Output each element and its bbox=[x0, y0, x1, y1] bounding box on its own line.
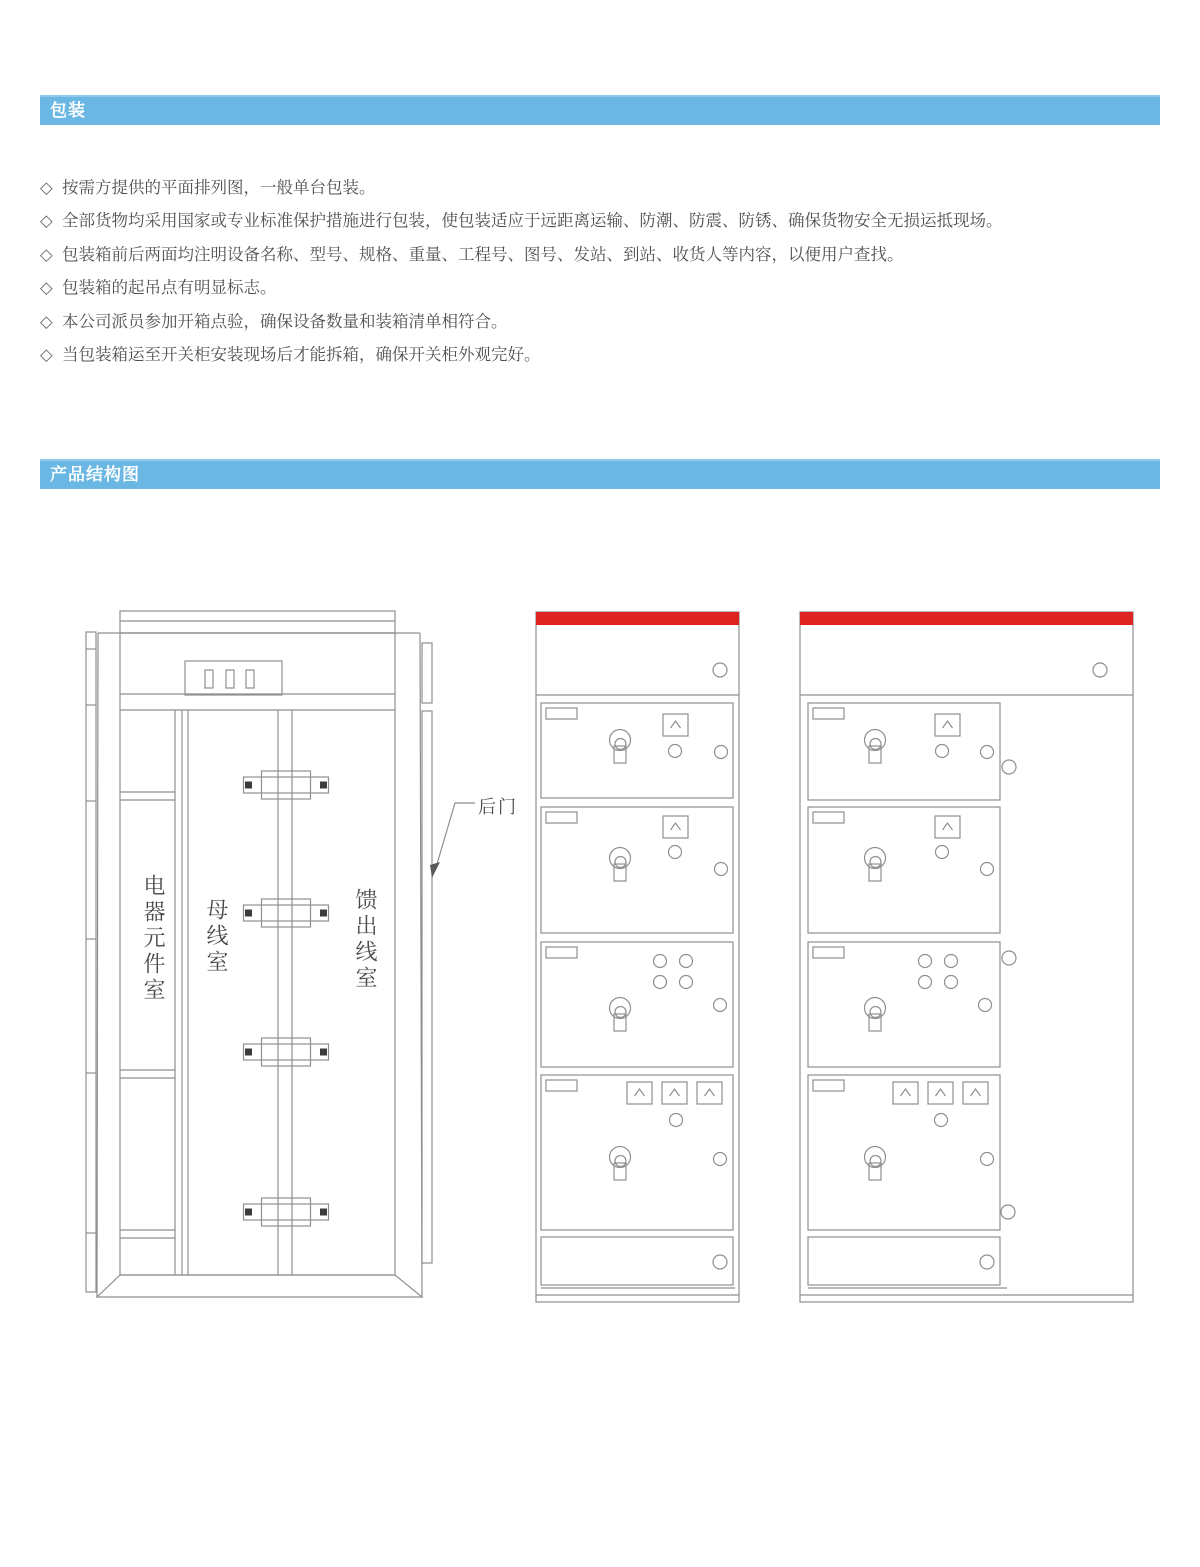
nameplate bbox=[813, 1080, 844, 1091]
bullet-text: 当包装箱运至开关柜安装现场后才能拆箱，确保开关柜外观完好。 bbox=[62, 346, 541, 365]
diamond-bullet-icon: ◇ bbox=[40, 179, 53, 197]
label-component-room: 电器元件室 bbox=[141, 874, 166, 1004]
door-knob bbox=[1093, 663, 1107, 677]
key-switch bbox=[865, 848, 886, 882]
cabinet-top-face bbox=[120, 611, 395, 633]
indicator-lamp bbox=[981, 746, 994, 759]
indicator-lamp bbox=[981, 1153, 994, 1166]
panel bbox=[541, 807, 733, 933]
structure-title: 产品结构图 bbox=[50, 465, 140, 484]
indicator-box bbox=[893, 1082, 918, 1104]
rear-edge-strip bbox=[86, 632, 96, 1292]
key-switch bbox=[610, 1147, 631, 1181]
nameplate bbox=[813, 947, 844, 958]
busbar-clamp bbox=[244, 899, 329, 927]
door-knob bbox=[1001, 1205, 1015, 1219]
indicator-lamp bbox=[654, 976, 667, 989]
label-feeder-room: 馈出线室 bbox=[353, 888, 378, 992]
bullet-text: 包装箱的起吊点有明显标志。 bbox=[62, 279, 277, 298]
indicator-box bbox=[662, 1082, 687, 1104]
panel bbox=[541, 1075, 733, 1230]
nameplate bbox=[813, 812, 844, 823]
label-busbar-room: 母线室 bbox=[204, 898, 229, 976]
diamond-bullet-icon: ◇ bbox=[40, 212, 53, 231]
indicator-lamp bbox=[979, 999, 992, 1012]
indicator-box bbox=[928, 1082, 953, 1104]
nameplate bbox=[813, 708, 844, 719]
rear-door-edge bbox=[422, 711, 432, 1263]
busbar-clamp bbox=[244, 1198, 329, 1226]
nameplate bbox=[546, 1080, 577, 1091]
indicator-lamp bbox=[680, 955, 693, 968]
bullet-text: 本公司派员参加开箱点验，确保设备数量和装箱清单相符合。 bbox=[62, 312, 508, 331]
rear-door-edge bbox=[422, 643, 432, 703]
indicator-lamp bbox=[919, 955, 932, 968]
key-switch bbox=[610, 998, 631, 1032]
packaging-title: 包装 bbox=[50, 101, 86, 120]
key-switch bbox=[865, 1147, 886, 1181]
indicator-lamp bbox=[936, 745, 949, 758]
indicator-lamp bbox=[714, 1153, 727, 1166]
cabinet-base bbox=[97, 1275, 422, 1297]
middle-cabinet-drawing bbox=[536, 612, 739, 1302]
diamond-bullet-icon: ◇ bbox=[40, 245, 53, 264]
indicator-lamp bbox=[713, 1255, 727, 1269]
indicator-lamp bbox=[654, 955, 667, 968]
key-switch bbox=[865, 998, 886, 1032]
indicator-lamp bbox=[945, 976, 958, 989]
indicator-box bbox=[935, 714, 960, 736]
indicator-lamp bbox=[680, 976, 693, 989]
indicator-lamp bbox=[715, 863, 728, 876]
key-switch bbox=[610, 848, 631, 882]
panel bbox=[541, 1237, 733, 1285]
cabinet-outline bbox=[800, 612, 1133, 1302]
label-rear-door: 后门 bbox=[478, 797, 518, 817]
panel bbox=[808, 703, 1000, 800]
indicator-box bbox=[663, 816, 688, 838]
rear-door-leader bbox=[430, 803, 475, 878]
panel bbox=[808, 1075, 1000, 1230]
indicator-lamp bbox=[715, 746, 728, 759]
indicator-lamp bbox=[980, 1255, 994, 1269]
door-knob bbox=[1002, 760, 1016, 774]
indicator-box bbox=[963, 1082, 988, 1104]
panel bbox=[808, 807, 1000, 933]
cabinet-outline bbox=[536, 612, 739, 1302]
panel bbox=[541, 942, 733, 1067]
indicator-lamp bbox=[945, 955, 958, 968]
busbar-clamp bbox=[244, 1038, 329, 1066]
busbar-clamp bbox=[244, 771, 329, 799]
indicator-lamp bbox=[669, 846, 682, 859]
indicator-box bbox=[697, 1082, 722, 1104]
indicator-lamp bbox=[919, 976, 932, 989]
nameplate bbox=[546, 947, 577, 958]
indicator-lamp bbox=[669, 745, 682, 758]
diamond-bullet-icon: ◇ bbox=[40, 346, 53, 365]
indicator-box bbox=[935, 816, 960, 838]
key-switch bbox=[610, 730, 631, 764]
nameplate bbox=[546, 708, 577, 719]
instrument-box bbox=[185, 661, 282, 695]
indicator-box bbox=[663, 714, 688, 736]
indicator-lamp bbox=[935, 1114, 948, 1127]
door-knob bbox=[1002, 951, 1016, 965]
indicator-box bbox=[627, 1082, 652, 1104]
right-cabinet-drawing bbox=[800, 612, 1133, 1302]
diamond-bullet-icon: ◇ bbox=[40, 279, 53, 298]
nameplate bbox=[546, 812, 577, 823]
bullet-text: 包装箱前后两面均注明设备名称、型号、规格、重量、工程号、图号、发站、到站、收货人等内容，以便用户查找。 bbox=[62, 245, 904, 264]
panel bbox=[808, 1237, 1000, 1285]
bullet-text: 全部货物均采用国家或专业标准保护措施进行包装，使包装适应于远距离运输、防潮、防震、防锈、确保货物安全无损运抵现场。 bbox=[62, 212, 1003, 231]
bullet-text: 按需方提供的平面排列图，一般单台包装。 bbox=[62, 179, 376, 197]
indicator-lamp bbox=[670, 1114, 683, 1127]
door-knob bbox=[713, 663, 727, 677]
diamond-bullet-icon: ◇ bbox=[40, 312, 53, 331]
indicator-lamp bbox=[714, 999, 727, 1012]
indicator-lamp bbox=[936, 846, 949, 859]
panel bbox=[541, 703, 733, 798]
key-switch bbox=[865, 730, 886, 764]
indicator-lamp bbox=[981, 863, 994, 876]
panel bbox=[808, 942, 1000, 1067]
red-top-strip bbox=[536, 612, 739, 625]
red-top-strip bbox=[800, 612, 1133, 625]
